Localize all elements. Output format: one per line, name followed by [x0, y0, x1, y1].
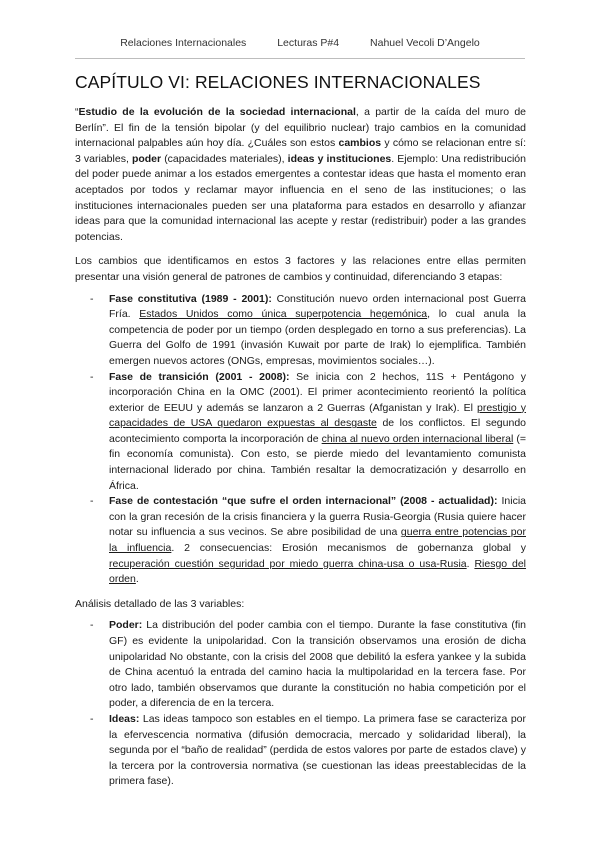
header-subject: Relaciones Internacionales	[120, 37, 247, 49]
list-dash: -	[90, 292, 94, 305]
header-reading: Lecturas P#4	[277, 37, 340, 49]
list-dash: -	[90, 712, 94, 725]
variables-list	[75, 618, 526, 790]
stages-list	[75, 292, 526, 588]
document-body	[75, 72, 526, 790]
header-divider	[75, 58, 525, 59]
chapter-title: CAPÍTULO VI: RELACIONES INTERNACIONALES	[75, 72, 481, 92]
stage-item-transicion: - Fase de transición (2001 - 2008): Se inicia con 2 hechos, 11S + Pentágono y incorporación China en la OMC (2001). El primer acontecimiento reorientó la política exterior de EEUU y además se lanzaron a 2 Guerras (Afganistan y Irak). El prestigio y capacidades de USA quedaron expuestas al desgaste de los conflictos. El segundo acontecimiento comporta la incorporación de china al nuevo orden internacional liberal (= fin economía comunista). Con esto, se pierde miedo del levantamiento comunista internacional liderado por china. También resaltar la democratización y desarrollo en África.	[90, 370, 527, 492]
list-dash: -	[90, 370, 94, 383]
intro-paragraph: “Estudio de la evolución de la sociedad internacional, a partir de la caída del muro de Berlín”. El fin de la tensión bipolar (y del equilibrio nuclear) trajo cambios en la comunidad internacional palpables aún hoy día. ¿Cuáles son estos cambios y cómo se relacionan entre sí: 3 variables, poder (capacidades materiales), ideas y instituciones. Ejemplo: Una redistribución del poder puede animar a los estados emergentes a contestar ideas que hasta el momento eran aceptados por todos y reclamar mayor influencia en el seno de las instituciones; o las instituciones internacionales pueden ser una plataforma para estados en desarrollo y afianzar ideas para que la comunidad internacional las acepte y restar (redistribuir) poder a las grandes potencias.	[75, 106, 526, 243]
page-header	[0, 37, 600, 49]
changes-paragraph: Los cambios que identificamos en estos 3 factores y las relaciones entre ellas permiten presentar una visión general de patrones de cambios y continuidad, diferenciando 3 etapas:	[75, 255, 526, 283]
stage-item-contestacion: - Fase de contestación “que sufre el orden internacional” (2008 - actualidad): Inicia con la gran recesión de la crisis financiera y la guerra Rusia-Georgia (Rusia quiere hacer notar su influencia a sus vecinos. Se abre posibilidad de una guerra entre potencias por la influencia. 2 consecuencias: Erosión mecanismos de gobernanza global y recuperación cuestión seguridad por miedo guerra china-usa o usa-Rusia. Riesgo del orden.	[90, 495, 527, 586]
variable-item-poder: - Poder: La distribución del poder cambia con el tiempo. Durante la fase constitutiva (fin GF) es evidente la unipolaridad. Con la transición observamos una erosión de dicha unipolaridad No obstante, con la crisis del 2008 que debilitó la esfera yankee y la subida de China acentuó la entrada del camino hacia la multipolaridad en la tercera fase. Por otro lado, también observamos que durante la constitución no habia competición por el poder, a diferencia de en la tercera.	[90, 619, 526, 710]
list-dash: -	[90, 495, 94, 508]
variable-item-ideas: - Ideas: Las ideas tampoco son estables en el tiempo. La primera fase se caracteriza por la efervescencia normativa (difusión democracia, mercado y solidaridad liberal), la segunda por el “baño de realidad” (perdida de estos valores por parte de estados clave) y la tercera por la controversia normativa (se cuestionan las ideas preestablecidas de la primera fase).	[90, 712, 526, 788]
analysis-heading: Análisis detallado de las 3 variables:	[75, 597, 245, 610]
stage-item-constitutiva: - Fase constitutiva (1989 - 2001): Constitución nuevo orden internacional post Guerra Fría. Estados Unidos como única superpotencia hegemónica, lo cual anula la competencia de poder por un tiempo (orden desplegado en torno a sus preferencias). La Guerra del Golfo de 1991 (invasión Kuwait por parte de Irak) lo ejemplifica. También emergen nuevos actores (ONGs, empresas, movimientos sociales…).	[90, 292, 526, 367]
header-author: Nahuel Vecoli D’Angelo	[370, 37, 480, 49]
list-dash: -	[90, 619, 94, 632]
